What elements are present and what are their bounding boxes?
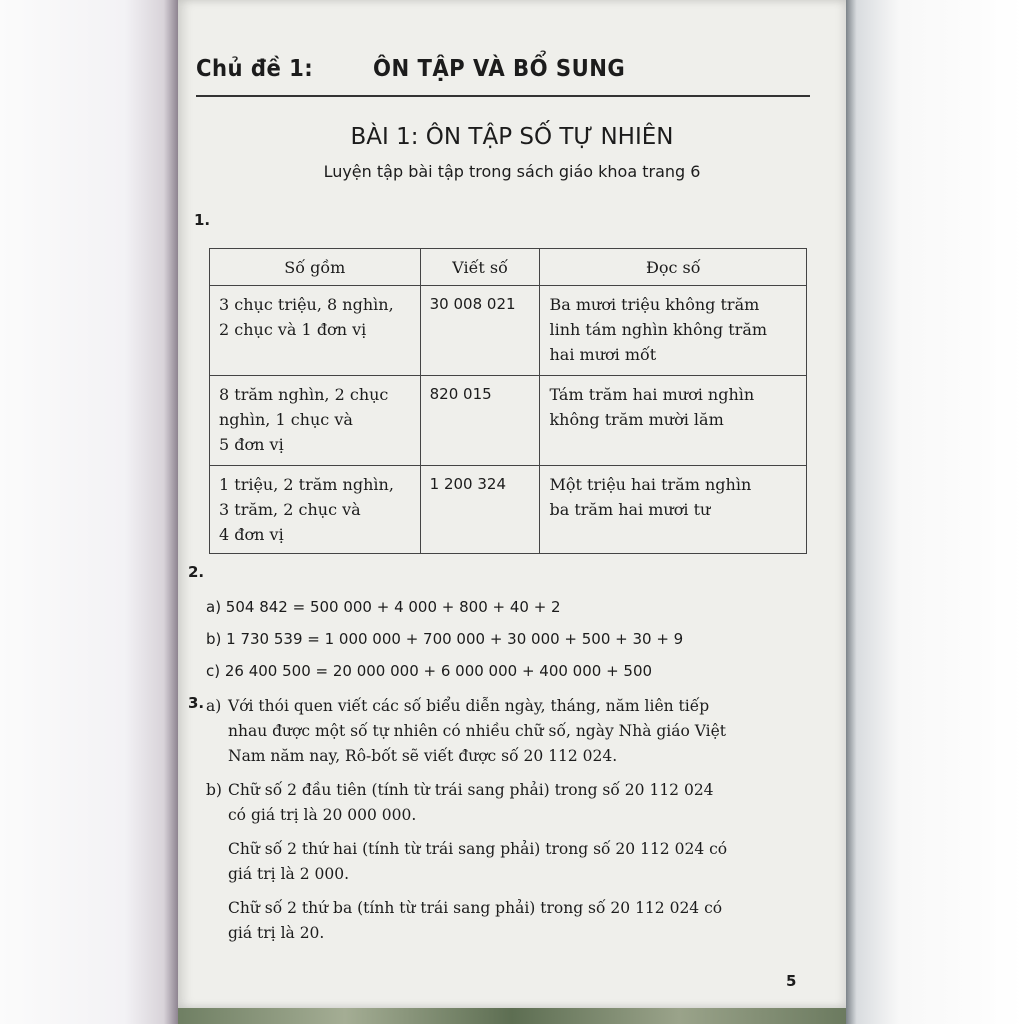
written-number-cell: 820 015 xyxy=(420,376,540,466)
equation-a: a) 504 842 = 500 000 + 4 000 + 800 + 40 + 2 xyxy=(206,598,561,616)
text-line: Nam năm nay, Rô-bốt sẽ viết được số 20 112 024. xyxy=(228,747,618,765)
part-b-text xyxy=(228,778,714,828)
text-line: có giá trị là 20 000 000. xyxy=(228,806,417,824)
background-left xyxy=(0,0,178,1024)
cell-line: 2 chục và 1 đơn vị xyxy=(219,320,367,339)
text-line: Chữ số 2 đầu tiên (tính từ trái sang phải) trong số 20 112 024 xyxy=(228,781,714,799)
table-header-cell: Đọc số xyxy=(540,249,807,286)
chapter-label: Chủ đề 1: xyxy=(196,56,314,82)
cell-line: 1 triệu, 2 trăm nghìn, xyxy=(219,475,394,494)
exercise-1-number: 1. xyxy=(194,211,211,229)
cell-line: hai mươi mốt xyxy=(549,345,657,364)
chapter-title: ÔN TẬP VÀ BỔ SUNG xyxy=(373,56,626,82)
cell-line: Một triệu hai trăm nghìn xyxy=(549,475,752,494)
exercise-2-number: 2. xyxy=(188,563,205,581)
equation-c: c) 26 400 500 = 20 000 000 + 6 000 000 + 400 000 + 500 xyxy=(206,662,653,680)
read-number-cell xyxy=(540,466,807,554)
text-line: Chữ số 2 thứ hai (tính từ trái sang phải) trong số 20 112 024 có xyxy=(228,840,728,858)
text-line: giá trị là 20. xyxy=(228,924,325,942)
cell-line: 5 đơn vị xyxy=(219,435,284,454)
table-header-cell: Viết số xyxy=(420,249,540,286)
table-header-row xyxy=(210,249,807,286)
cell-line: linh tám nghìn không trăm xyxy=(549,320,768,339)
lesson-subtitle: Luyện tập bài tập trong sách giáo khoa trang 6 xyxy=(323,162,701,181)
text-line: giá trị là 2 000. xyxy=(228,865,349,883)
table-row xyxy=(210,286,807,376)
book-page xyxy=(178,0,846,1008)
lesson-title: BÀI 1: ÔN TẬP SỐ TỰ NHIÊN xyxy=(350,124,674,150)
equation-b: b) 1 730 539 = 1 000 000 + 700 000 + 30 000 + 500 + 30 + 9 xyxy=(206,630,684,648)
cell-line: 8 trăm nghìn, 2 chục xyxy=(219,385,389,404)
cell-line: 3 trăm, 2 chục và xyxy=(219,500,361,519)
cell-line: không trăm mười lăm xyxy=(549,410,724,429)
background-right xyxy=(846,0,1024,1024)
page-number: 5 xyxy=(786,972,797,990)
part-b-second-digit-text xyxy=(228,837,727,887)
text-line: nhau được một số tự nhiên có nhiều chữ số, ngày Nhà giáo Việt xyxy=(228,722,727,740)
table-row xyxy=(210,466,807,554)
composition-cell xyxy=(210,466,421,554)
written-number-cell: 30 008 021 xyxy=(420,286,540,376)
cell-line: 3 chục triệu, 8 nghìn, xyxy=(219,295,394,314)
table-row xyxy=(210,376,807,466)
written-number-cell: 1 200 324 xyxy=(420,466,540,554)
text-line: Chữ số 2 thứ ba (tính từ trái sang phải) trong số 20 112 024 có xyxy=(228,899,723,917)
cell-line: nghìn, 1 chục và xyxy=(219,410,353,429)
cell-line: ba trăm hai mươi tư xyxy=(549,500,711,519)
part-a-label: a) xyxy=(206,697,222,715)
part-b-label: b) xyxy=(206,781,222,799)
cell-line: Ba mươi triệu không trăm xyxy=(549,295,760,314)
part-b-third-digit-text xyxy=(228,896,722,946)
table-header-cell: Số gồm xyxy=(210,249,421,286)
composition-cell xyxy=(210,376,421,466)
header-rule xyxy=(196,95,810,97)
exercise-1-table xyxy=(209,248,807,554)
background-bottom xyxy=(178,1008,846,1024)
text-line: Với thói quen viết các số biểu diễn ngày, tháng, năm liên tiếp xyxy=(228,697,710,715)
exercise-3-number: 3. xyxy=(188,694,205,712)
cell-line: 4 đơn vị xyxy=(219,525,284,544)
part-a-text xyxy=(228,694,726,769)
read-number-cell xyxy=(540,286,807,376)
cell-line: Tám trăm hai mươi nghìn xyxy=(549,385,755,404)
composition-cell xyxy=(210,286,421,376)
read-number-cell xyxy=(540,376,807,466)
